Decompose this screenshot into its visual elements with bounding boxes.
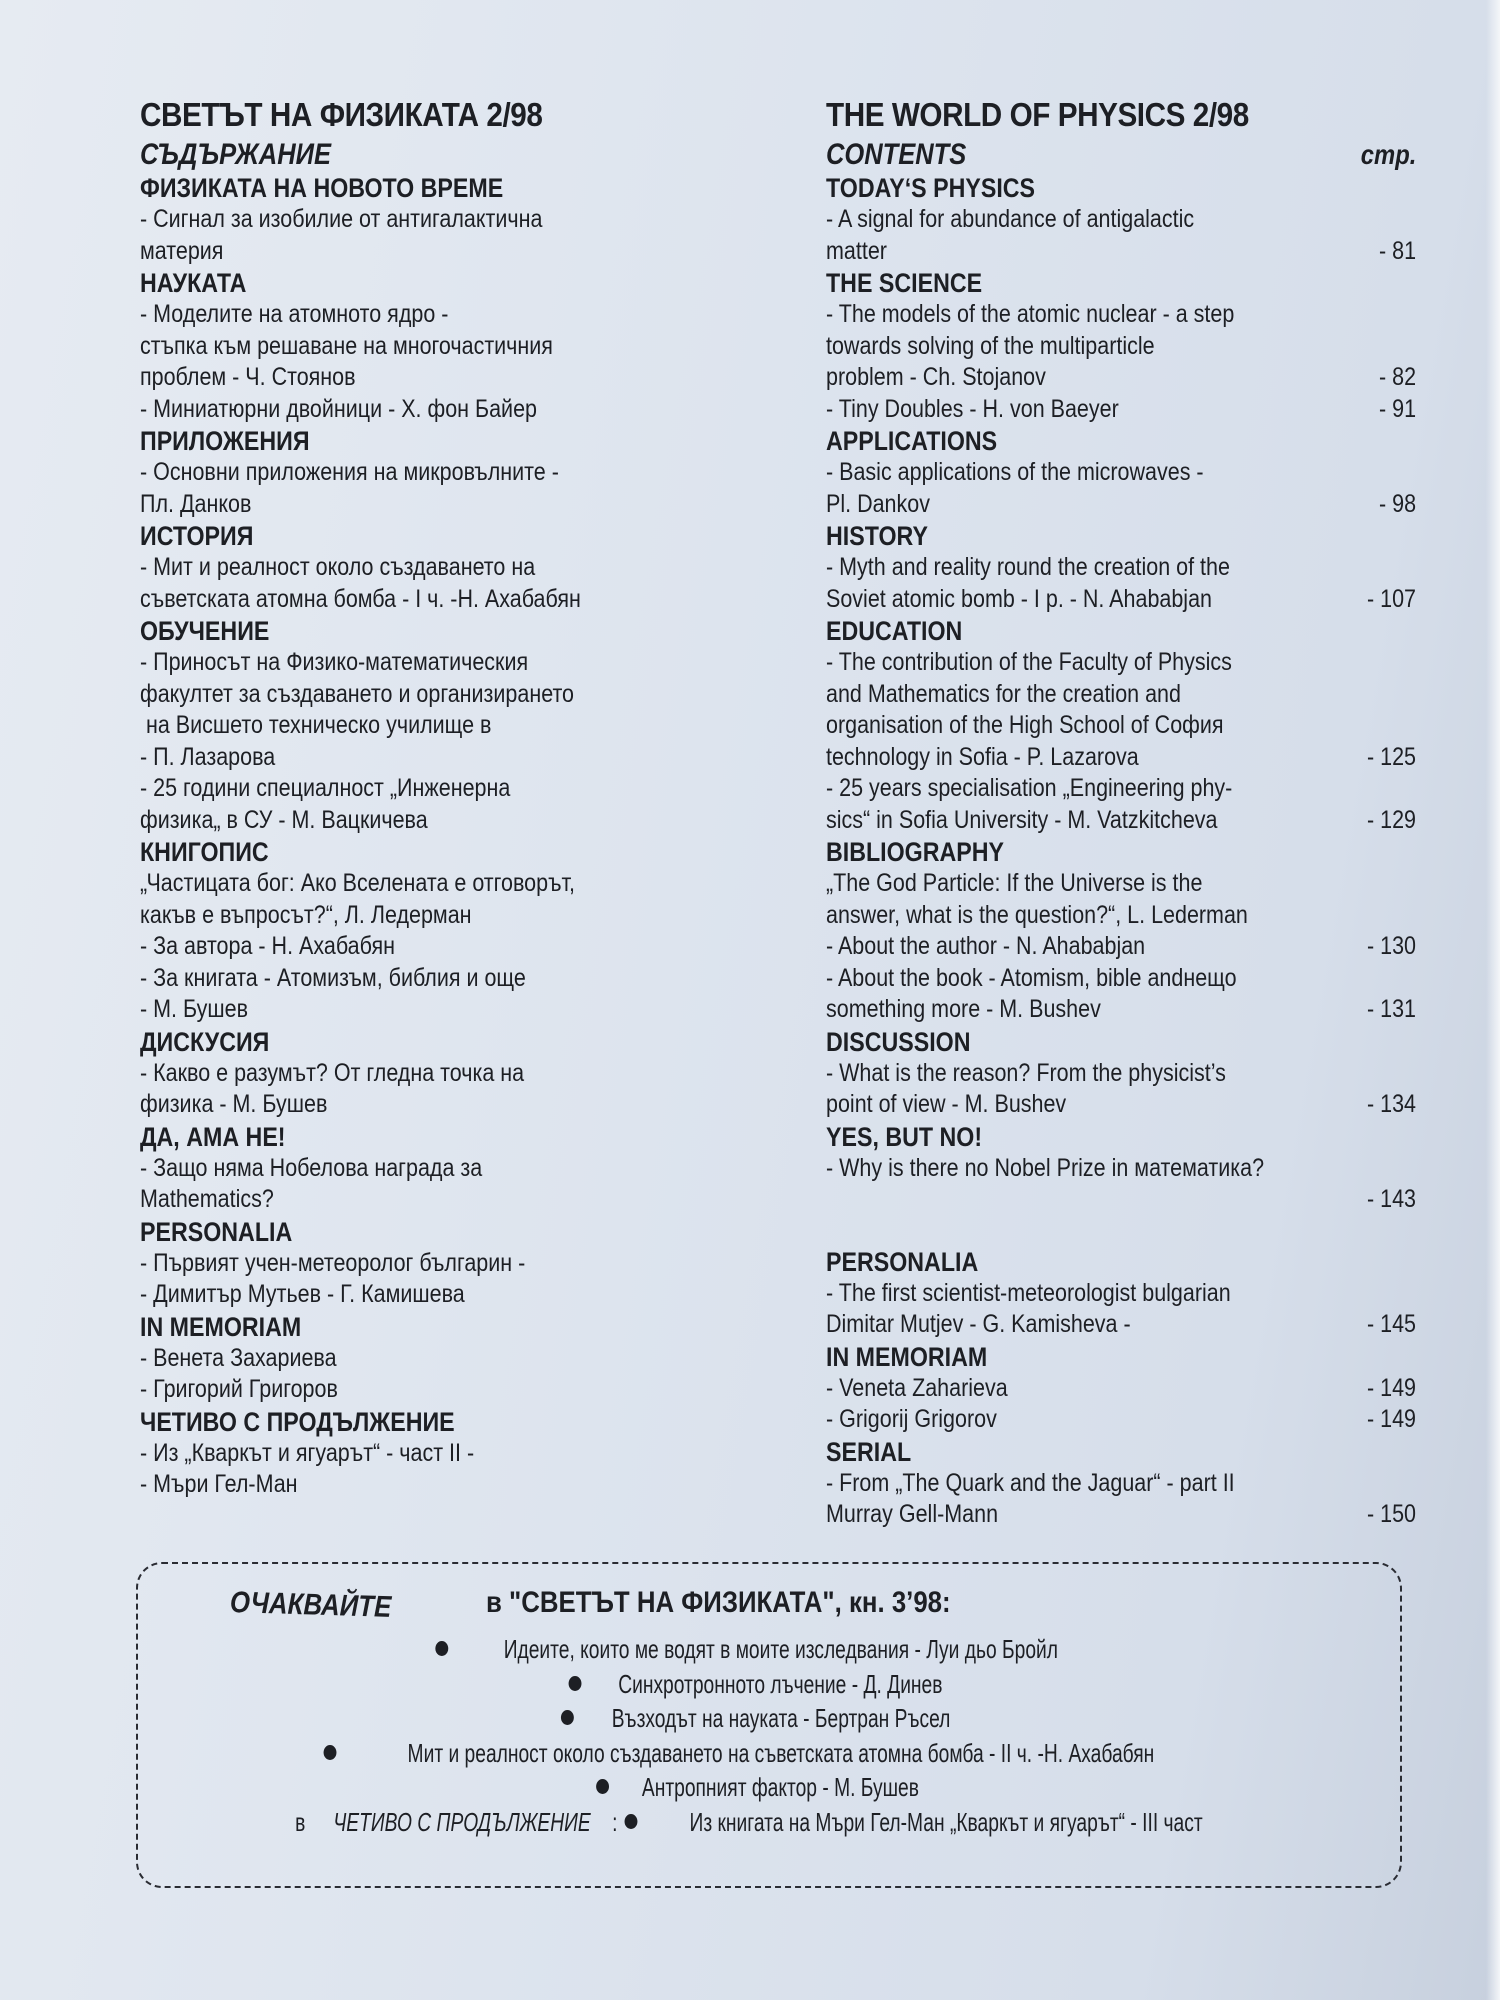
entry-text: - Основни приложения на микровълните -: [140, 458, 559, 486]
entry-text: organisation of the High School of София: [826, 711, 1224, 739]
toc-entry-line: [140, 552, 700, 584]
toc-entry-line: [140, 742, 700, 774]
toc-entry-line: [140, 489, 700, 521]
page-edge: [1486, 0, 1500, 2000]
entry-text: problem - Ch. Stojanov: [826, 363, 1046, 391]
contents-english: [826, 96, 1416, 1531]
section-heading: YES, BUT NO!: [826, 1121, 983, 1152]
toc-entry-line: [826, 710, 1416, 742]
entry-text: Soviet atomic bomb - I p. - N. Ahababjan: [826, 584, 1213, 613]
toc-entry-line: [140, 236, 700, 268]
bullet-icon: [624, 1814, 637, 1829]
toc-entry-line: [826, 647, 1416, 679]
magazine-title-bg: СВЕТЪТ НА ФИЗИКАТА 2/98: [140, 96, 543, 133]
entry-text: sics“ in Sofia University - M. Vatzkitcheva: [826, 805, 1218, 834]
section-heading: НАУКАТА: [140, 268, 247, 298]
bullet-icon: [596, 1779, 609, 1794]
toc-entry-line: [140, 1343, 700, 1375]
entry-text: материя: [140, 236, 224, 265]
entry-text: - Какво е разумът? От гледна точка на: [140, 1058, 525, 1087]
toc-section: [826, 1436, 1416, 1531]
toc-entry-line: [826, 931, 1416, 963]
entry-text: something more - M. Bushev: [826, 995, 1101, 1023]
toc-section: [140, 172, 700, 267]
toc-entry-line: [826, 552, 1416, 584]
entry-text: - The contribution of the Faculty of Physics: [826, 648, 1232, 676]
section-heading: PERSONALIA: [826, 1246, 979, 1277]
page-number: - 149: [1366, 1373, 1416, 1402]
toc-entry-line: [140, 457, 700, 489]
section-heading: IN MEMORIAM: [826, 1341, 988, 1372]
upcoming-item: [138, 1770, 1400, 1805]
toc-entry-line: [140, 362, 700, 394]
upcoming-item-text: Синхротронното лъчение - Д. Динев: [618, 1668, 943, 1699]
contents-heading-row-bg: [140, 138, 700, 172]
toc-entry-line: [826, 584, 1416, 616]
section-heading: EDUCATION: [826, 616, 963, 646]
toc-entry-line: [140, 1058, 700, 1090]
toc-entry-line: [826, 994, 1416, 1026]
entry-text: - Григорий Григоров: [140, 1375, 338, 1403]
bullet-icon: [435, 1641, 448, 1656]
toc-entry-line: [140, 1153, 700, 1185]
entry-text: физика„ в СУ - М. Вацкичева: [140, 805, 428, 834]
section-list-bg: [140, 172, 700, 1501]
toc-entry-line: [826, 1153, 1416, 1185]
toc-entry-line: [140, 710, 700, 742]
entry-text: - Мит и реалност около създаването на: [140, 553, 536, 581]
entry-text: на Висшето техническо училище в: [140, 711, 492, 739]
serial-item-text: Из книгата на Мъри Гел-Ман „Кваркът и ягуарът“ - III част: [688, 1806, 1203, 1837]
entry-text: - Първият учен-метеоролог българин -: [140, 1248, 526, 1277]
toc-entry-line: [826, 1373, 1416, 1405]
contents-bulgarian: [140, 96, 700, 1501]
section-heading: BIBLIOGRAPHY: [826, 837, 1005, 867]
toc-entry-line: [140, 900, 700, 932]
toc-entry-line: [140, 1184, 700, 1216]
section-heading: ИСТОРИЯ: [140, 521, 254, 551]
page-number: - 129: [1366, 805, 1416, 834]
page-number: - 143: [1366, 1185, 1416, 1213]
bullet-icon: [323, 1745, 336, 1760]
page-number: - 149: [1366, 1405, 1416, 1433]
toc-entry-line: [826, 679, 1416, 711]
upcoming-item-text: Мит и реалност около създаването на съветската атомна бомба - II ч. -Н. Ахабабян: [407, 1737, 1154, 1768]
entry-text: - Миниатюрни двойници - Х. фон Байер: [140, 394, 537, 423]
toc-section: [140, 267, 700, 425]
toc-section: [140, 425, 700, 520]
section-spacer: [826, 1216, 1416, 1246]
entry-text: - Венета Захариева: [140, 1343, 337, 1372]
toc-entry-line: [826, 299, 1416, 331]
toc-entry-line: [140, 1279, 700, 1311]
serial-label: ЧЕТИВО С ПРОДЪЛЖЕНИЕ: [333, 1806, 591, 1837]
toc-entry-line: [140, 1248, 700, 1280]
entry-text: съветската атомна бомба - I ч. -Н. Ахабабян: [140, 584, 581, 613]
toc-section: [140, 1216, 700, 1311]
entry-text: факултет за създаването и организирането: [140, 679, 575, 708]
toc-entry-line: [140, 1089, 700, 1121]
section-heading: ОБУЧЕНИЕ: [140, 616, 270, 646]
expect-label: ОЧАКВАЙТЕ: [229, 1586, 392, 1624]
toc-section: [826, 1341, 1416, 1436]
entry-text: - Veneta Zaharieva: [826, 1373, 1008, 1402]
upcoming-item-text: Възходът на науката - Бертран Ръсел: [611, 1703, 950, 1733]
section-heading: КНИГОПИС: [140, 837, 269, 867]
section-heading: ЧЕТИВО С ПРОДЪЛЖЕНИЕ: [140, 1406, 455, 1437]
toc-entry-line: [826, 394, 1416, 426]
toc-section: [826, 425, 1416, 520]
entry-text: - Tiny Doubles - H. von Baeyer: [826, 394, 1119, 423]
toc-entry-line: [826, 1058, 1416, 1090]
entry-text: Murray Gell-Mann: [826, 1500, 999, 1528]
contents-heading-row-en: [826, 138, 1416, 172]
toc-section: [140, 615, 700, 836]
entry-text: стъпка към решаване на многочастичния: [140, 331, 553, 360]
entry-text: - 25 years specialisation „Engineering phy-: [826, 774, 1233, 802]
entry-text: - Why is there no Nobel Prize in математика?: [826, 1153, 1265, 1182]
toc-entry-line: [140, 331, 700, 363]
entry-text: - Моделите на атомното ядро -: [140, 300, 449, 328]
toc-entry-line: [826, 773, 1416, 805]
toc-section: [826, 172, 1416, 267]
entry-text: - What is the reason? From the physicist’s: [826, 1058, 1226, 1087]
bullet-icon: [561, 1710, 574, 1725]
toc-entry-line: [140, 394, 700, 426]
entry-text: „Частицата бог: Ако Вселената е отговорът,: [140, 869, 575, 897]
page-number: - 150: [1366, 1500, 1416, 1528]
section-heading: SERIAL: [826, 1436, 912, 1467]
page-number: - 125: [1366, 742, 1416, 771]
section-heading: THE SCIENCE: [826, 268, 983, 298]
bullet-icon: [569, 1676, 582, 1691]
entry-text: point of view - M. Bushev: [826, 1090, 1067, 1118]
toc-entry-line: [826, 1089, 1416, 1121]
section-heading: TODAY‘S PHYSICS: [826, 173, 1036, 203]
toc-entry-line: [140, 994, 700, 1026]
section-heading: IN MEMORIAM: [140, 1311, 302, 1342]
entry-text: - The first scientist-meteorologist bulgarian: [826, 1278, 1231, 1307]
entry-text: - Myth and reality round the creation of the: [826, 553, 1230, 581]
page-number: - 91: [1378, 394, 1416, 423]
toc-section: [826, 615, 1416, 836]
entry-text: какъв е въпросът?“, Л. Ледерман: [140, 900, 472, 929]
toc-entry-line: [826, 1404, 1416, 1436]
next-issue-label: в "СВЕТЪТ НА ФИЗИКАТА", кн. 3’98:: [486, 1586, 951, 1619]
toc-entry-line: [140, 868, 700, 900]
toc-entry-line: [826, 1309, 1416, 1341]
entry-text: - The models of the atomic nuclear - a step: [826, 300, 1235, 328]
toc-entry-line: [826, 204, 1416, 236]
serial-colon: :: [611, 1806, 618, 1837]
upcoming-item-text: Антропният фактор - М. Бушев: [642, 1772, 920, 1802]
entry-text: technology in Sofia - P. Lazarova: [826, 742, 1139, 771]
toc-entry-line: [140, 647, 700, 679]
toc-section: [140, 1026, 700, 1121]
toc-entry-line: [826, 1468, 1416, 1500]
page-column-label: стр.: [1360, 139, 1416, 170]
toc-entry-line: [140, 931, 700, 963]
upcoming-list: [138, 1632, 1400, 1839]
contents-heading-en: CONTENTS: [826, 138, 967, 171]
section-heading: PERSONALIA: [140, 1216, 293, 1247]
toc-entry-line: [826, 489, 1416, 521]
section-heading: ФИЗИКАТА НА НОВОТО ВРЕМЕ: [140, 173, 504, 203]
toc-entry-line: [826, 900, 1416, 932]
toc-entry-line: [140, 1438, 700, 1470]
section-heading: DISCUSSION: [826, 1026, 971, 1057]
entry-text: „The God Particle: If the Universe is the: [826, 869, 1203, 897]
toc-section: [826, 267, 1416, 425]
entry-text: - Мъри Гел-Ман: [140, 1470, 298, 1498]
page-number: - 131: [1366, 995, 1416, 1023]
toc-entry-line: [140, 1469, 700, 1501]
toc-entry-line: [140, 204, 700, 236]
toc-entry-line: [140, 773, 700, 805]
toc-entry-line: [826, 805, 1416, 837]
toc-entry-line: [140, 679, 700, 711]
toc-section: [140, 1121, 700, 1216]
toc-entry-line: [826, 236, 1416, 268]
entry-text: - За автора - Н. Ахабабян: [140, 932, 395, 960]
toc-entry-line: [140, 963, 700, 995]
section-heading: ДА, АМА НЕ!: [140, 1121, 286, 1152]
entry-text: towards solving of the multiparticle: [826, 331, 1155, 360]
toc-entry-line: [826, 1499, 1416, 1531]
upcoming-item-text: Идеите, които ме водят в моите изследвания - Луи дьо Бройл: [503, 1634, 1058, 1664]
toc-entry-line: [140, 584, 700, 616]
toc-section: [826, 520, 1416, 615]
toc-section: [140, 1311, 700, 1406]
upcoming-item: [138, 1701, 1400, 1736]
toc-section: [826, 836, 1416, 1026]
entry-text: - За книгата - Атомизъм, библия и още: [140, 963, 526, 992]
entry-text: matter: [826, 236, 887, 265]
page-number: - 98: [1378, 489, 1416, 518]
toc-section: [826, 1026, 1416, 1121]
toc-entry-line: [826, 742, 1416, 774]
toc-section: [140, 1406, 700, 1501]
upcoming-item: [138, 1632, 1400, 1667]
toc-entry-line: [140, 1374, 700, 1406]
upcoming-item: [138, 1667, 1400, 1702]
section-list-en: [826, 172, 1416, 1531]
section-heading: ПРИЛОЖЕНИЯ: [140, 426, 310, 456]
toc-entry-line: [826, 331, 1416, 363]
entry-text: - From „The Quark and the Jaguar“ - part II: [826, 1468, 1235, 1497]
entry-text: - Grigorij Grigorov: [826, 1405, 997, 1433]
entry-text: проблем - Ч. Стоянов: [140, 363, 356, 391]
entry-text: - М. Бушев: [140, 995, 249, 1023]
entry-text: Mathematics?: [140, 1185, 274, 1213]
magazine-title-en: THE WORLD OF PHYSICS 2/98: [826, 96, 1249, 133]
entry-text: and Mathematics for the creation and: [826, 679, 1181, 708]
page-number: - 134: [1366, 1090, 1416, 1118]
section-heading: ДИСКУСИЯ: [140, 1026, 270, 1057]
toc-entry-line: [826, 457, 1416, 489]
entry-text: - 25 години специалност „Инженерна: [140, 774, 511, 802]
entry-text: - Защо няма Нобелова награда за: [140, 1153, 483, 1182]
toc-entry-line: [826, 1278, 1416, 1310]
entry-text: - Приносът на Физико-математическия: [140, 648, 529, 676]
page-number: - 82: [1378, 363, 1416, 391]
toc-entry-line: [826, 963, 1416, 995]
toc-entry-line: [140, 299, 700, 331]
page-number: - 107: [1366, 584, 1416, 613]
toc-section: [826, 1246, 1416, 1341]
entry-text: Pl. Dankov: [826, 489, 930, 518]
entry-text: - Сигнал за изобилие от антигалактична: [140, 205, 543, 233]
upcoming-serial-item: [138, 1805, 1400, 1840]
entry-text: - A signal for abundance of antigalactic: [826, 205, 1195, 233]
section-heading: APPLICATIONS: [826, 426, 998, 456]
entry-text: answer, what is the question?“, L. Lederman: [826, 900, 1248, 929]
section-heading: HISTORY: [826, 521, 928, 551]
entry-text: - Из „Кваркът и ягуарът“ - част II -: [140, 1438, 475, 1467]
upcoming-issue-box: [136, 1562, 1402, 1888]
serial-prefix: в: [294, 1806, 306, 1837]
toc-entry-line: [826, 868, 1416, 900]
page-number: - 130: [1366, 932, 1416, 960]
entry-text: Dimitar Mutjev - G. Kamisheva -: [826, 1310, 1131, 1338]
entry-text: физика - М. Бушев: [140, 1090, 328, 1118]
toc-entry-line: [826, 1184, 1416, 1216]
page-number: - 81: [1378, 236, 1416, 265]
entry-text: Пл. Данков: [140, 489, 252, 518]
toc-section: [140, 520, 700, 615]
toc-entry-line: [140, 805, 700, 837]
entry-text: - Basic applications of the microwaves -: [826, 458, 1204, 486]
contents-heading-bg: СЪДЪРЖАНИЕ: [140, 138, 331, 171]
entry-text: - About the book - Atomism, bible andнещо: [826, 963, 1237, 992]
page-number: - 145: [1366, 1310, 1416, 1338]
entry-text: - П. Лазарова: [140, 742, 276, 771]
upcoming-item: [138, 1736, 1400, 1771]
toc-section: [826, 1121, 1416, 1216]
entry-text: - Димитър Мутьев - Г. Камишева: [140, 1280, 465, 1308]
toc-entry-line: [826, 362, 1416, 394]
toc-section: [140, 836, 700, 1026]
entry-text: - About the author - N. Ahababjan: [826, 932, 1146, 960]
